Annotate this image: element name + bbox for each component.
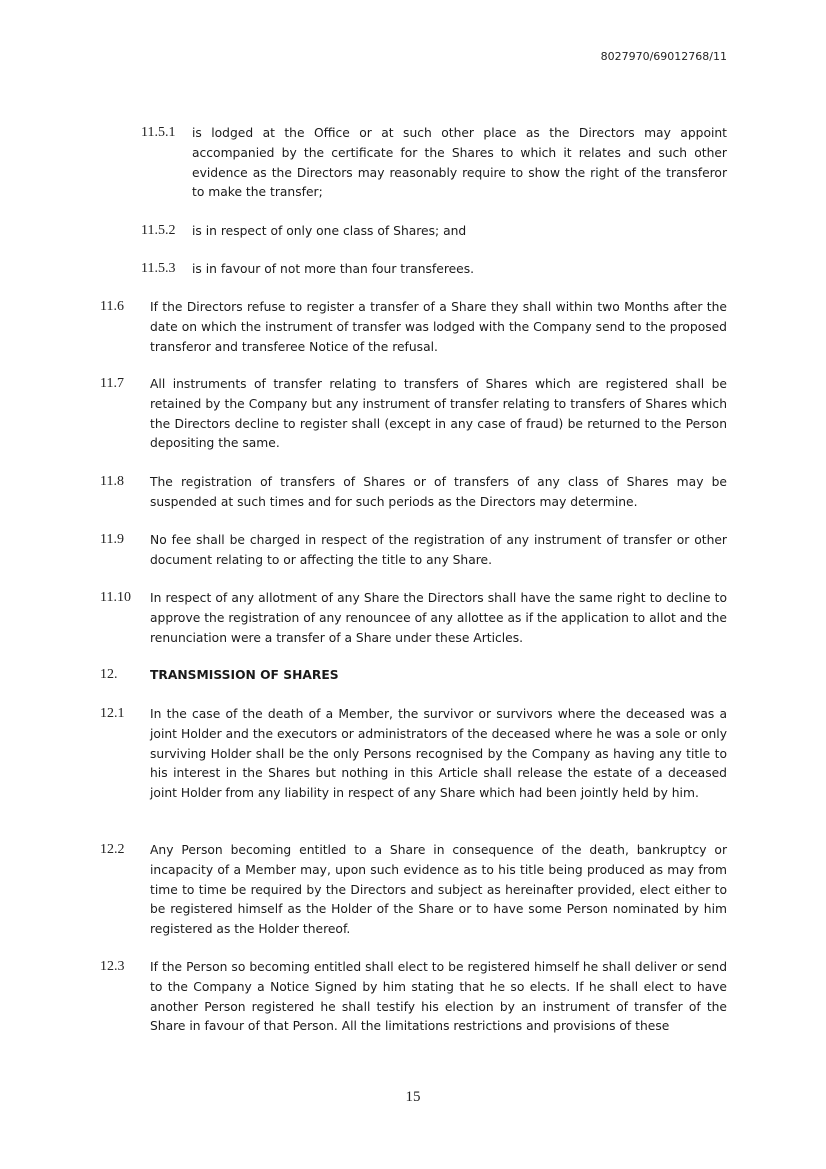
clause-text: If the Person so becoming entitled shall elect to be registered himself he shall deliver or send to the Company a Notice Signed by him stating that he so elects. If he shall elect to have another Person registered he shall testify his election by an instrument of transfer of the Share in favour of that Person. All the limitations restrictions and provisions of these [150, 960, 727, 1034]
document-reference: 8027970/69012768/11 [600, 50, 727, 63]
clause-number: 12.1 [100, 706, 125, 721]
subclause-number: 11.5.3 [141, 261, 176, 276]
subclause-text: is in respect of only one class of Shares; and [192, 224, 467, 238]
clause-number: 12.2 [100, 842, 125, 857]
subclause-number: 11.5.2 [141, 223, 176, 238]
clause-number: 11.6 [100, 299, 124, 314]
clause-number: 11.9 [100, 532, 124, 547]
clause-text: No fee shall be charged in respect of the registration of any instrument of transfer or other document relating to or affecting the title to any Share. [150, 533, 727, 567]
clause-text: The registration of transfers of Shares or of transfers of any class of Shares may be suspended at such times and for such periods as the Directors may determine. [150, 475, 727, 509]
subclause-text: is lodged at the Office or at such other place as the Directors may appoint accompanied by the certificate for the Shares to which it relates and such other evidence as the Directors may reasonably require to show the right of the transferor to make the transfer; [192, 126, 727, 200]
clause-number: 11.10 [100, 590, 131, 605]
clause-text: Any Person becoming entitled to a Share in consequence of the death, bankruptcy or incapacity of a Member may, upon such evidence as to his title being produced as may from time to time be required by the Directors and subject as hereinafter provided, elect either to be registered himself as the Holder of the Share or to have some Person nominated by him registered as the Holder thereof. [150, 843, 727, 937]
clause-number: 11.7 [100, 376, 124, 391]
clause-text: If the Directors refuse to register a transfer of a Share they shall within two Months after the date on which the instrument of transfer was lodged with the Company send to the proposed transferor and transferee Notice of the refusal. [150, 300, 727, 354]
page-number: 15 [405, 1089, 421, 1105]
subclause-text: is in favour of not more than four transferees. [192, 262, 475, 276]
clause-text: In the case of the death of a Member, the survivor or survivors where the deceased was a joint Holder and the executors or administrators of the deceased where he was a sole or only surviving Holder shall be the only Persons recognised by the Company as having any title to his interest in the Shares but nothing in this Article shall release the estate of a deceased joint Holder from any liability in respect of any Share which had been jointly held by him. [150, 707, 727, 801]
clause-text: In respect of any allotment of any Share the Directors shall have the same right to decline to approve the registration of any renouncee of any allottee as if the application to allot and the renunciation were a transfer of a Share under these Articles. [150, 591, 727, 645]
clause-text: All instruments of transfer relating to transfers of Shares which are registered shall be retained by the Company but any instrument of transfer relating to transfers of Shares which the Directors decline to register shall (except in any case of fraud) be returned to the Person depositing the same. [150, 377, 727, 451]
clause-number: 11.8 [100, 474, 124, 489]
section-number: 12. [100, 667, 118, 682]
clause-number: 12.3 [100, 959, 125, 974]
section-heading: TRANSMISSION OF SHARES [150, 668, 339, 682]
subclause-number: 11.5.1 [141, 125, 176, 140]
